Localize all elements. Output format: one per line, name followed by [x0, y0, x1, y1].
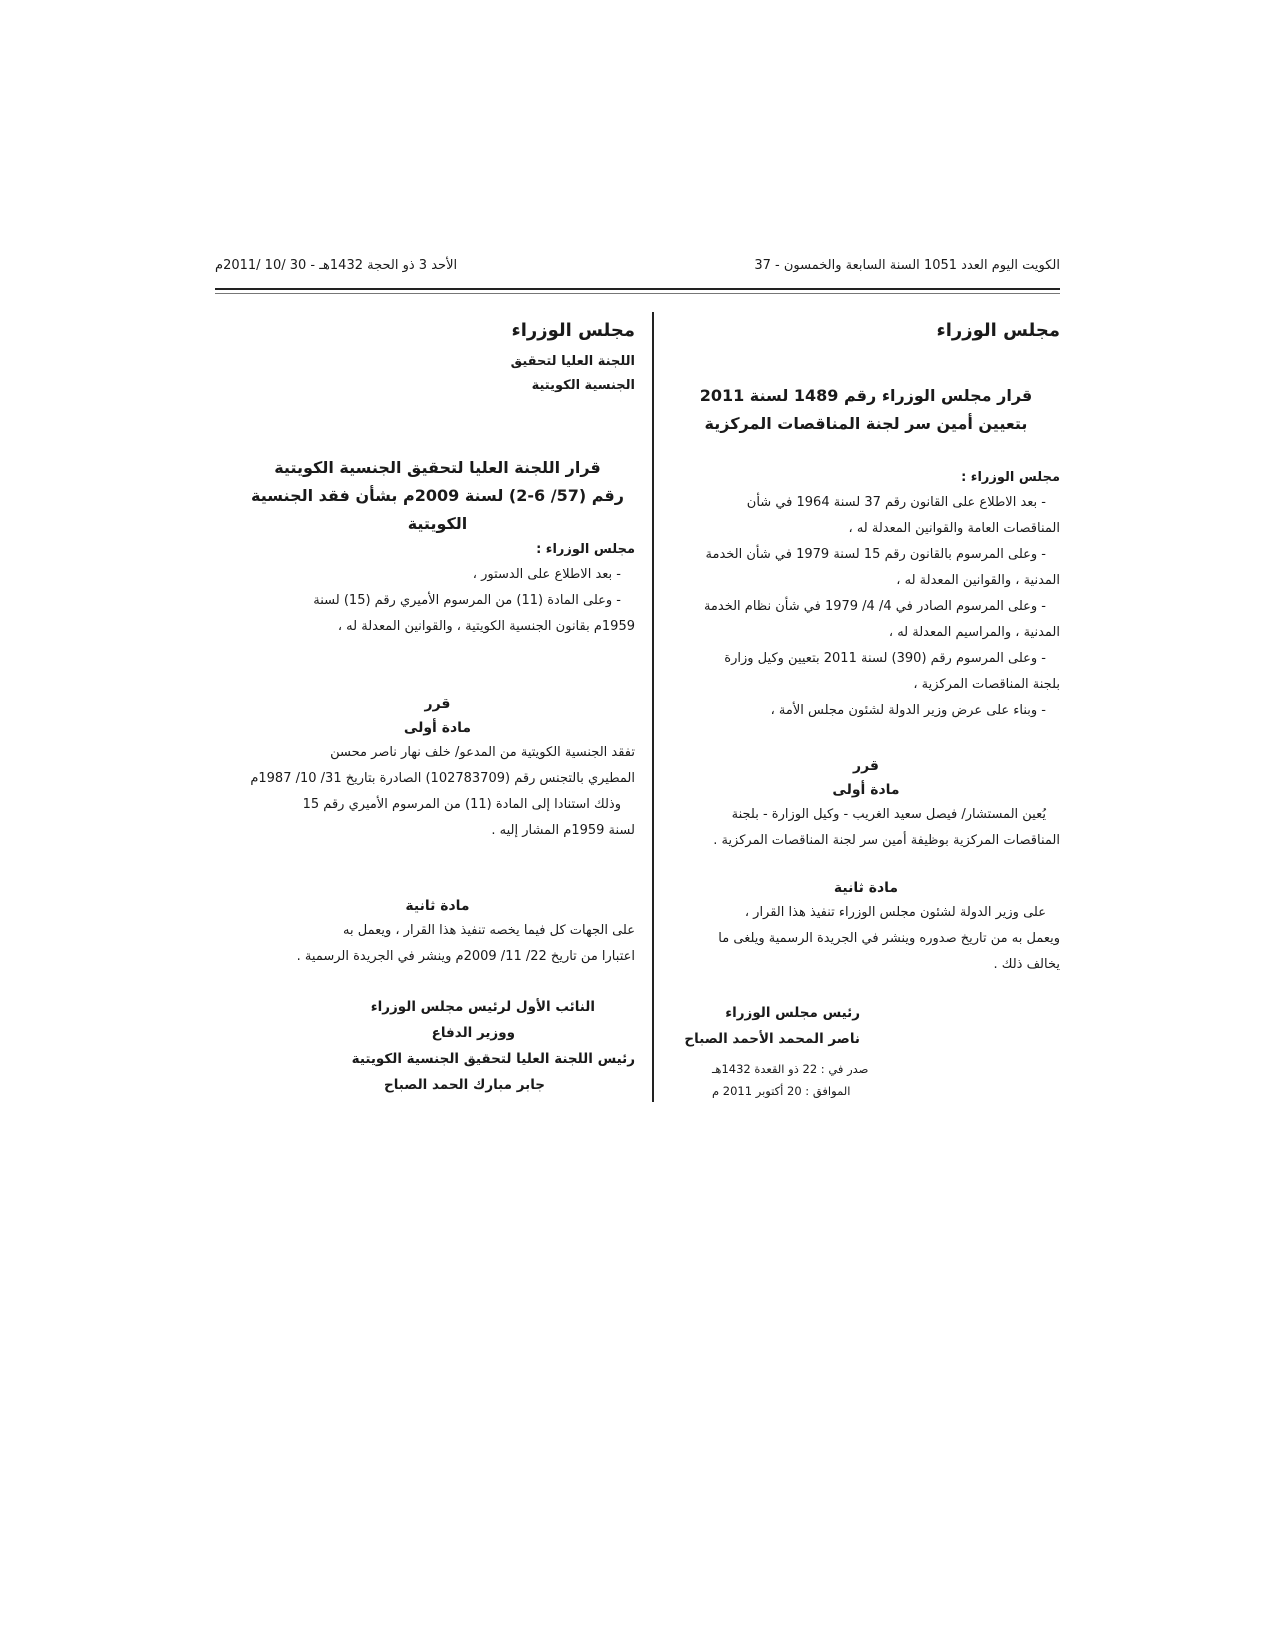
page-header [215, 252, 1060, 282]
committee-name-cont: الجنسية الكويتية [531, 378, 635, 393]
decision-title: قرار اللجنة العليا لتحقيق الجنسية الكويتية [274, 458, 601, 477]
article-two-heading: مادة ثانية [405, 898, 470, 914]
preamble-line: المدنية ، والمراسيم المعدلة له ، [888, 625, 1060, 640]
signature-title: النائب الأول لرئيس مجلس الوزراء [370, 999, 595, 1015]
preamble-line: 1959م بقانون الجنسية الكويتية ، والقوانين المعدلة له ، [337, 619, 635, 634]
committee-name: اللجنة العليا لتحقيق [510, 354, 635, 369]
article-text: يُعين المستشار/ فيصل سعيد الغريب - وكيل الوزارة - بلجنة [731, 807, 1046, 822]
article-text: المناقصات المركزية بوظيفة أمين سر لجنة المناقصات المركزية . [713, 833, 1060, 848]
article-text: يخالف ذلك . [993, 957, 1060, 972]
preamble-line: - وعلى المادة (11) من المرسوم الأميري رقم (15) لسنة [313, 593, 621, 608]
preamble-line: المدنية ، والقوانين المعدلة له ، [896, 573, 1060, 588]
council-label: مجلس الوزراء : [536, 542, 635, 557]
article-one-heading: مادة أولى [832, 782, 900, 798]
council-label: مجلس الوزراء : [961, 470, 1060, 485]
signature-name: جابر مبارك الحمد الصباح [383, 1077, 545, 1093]
left-column [240, 318, 635, 1098]
preamble-line: - وعلى المرسوم الصادر في 4/ 4/ 1979 في شأن نظام الخدمة [703, 599, 1046, 614]
signature-title: رئيس مجلس الوزراء [725, 1005, 860, 1021]
section-title: مجلس الوزراء [511, 320, 635, 341]
article-text: وذلك استنادا إلى المادة (11) من المرسوم الأميري رقم 15 [302, 797, 621, 812]
right-column [672, 318, 1060, 1102]
signature-title: ووزير الدفاع [431, 1025, 515, 1041]
article-one-heading: مادة أولى [403, 720, 472, 736]
decided-heading: قرر [424, 696, 451, 712]
preamble-line: بلجنة المناقصات المركزية ، [913, 677, 1060, 692]
preamble-line: المناقصات العامة والقوانين المعدلة له ، [848, 521, 1060, 536]
decision-subject: بتعيين أمين سر لجنة المناقصات المركزية [704, 414, 1028, 433]
section-title: مجلس الوزراء [936, 320, 1060, 341]
preamble-line: - وعلى المرسوم بالقانون رقم 15 لسنة 1979 في شأن الخدمة [705, 547, 1046, 562]
column-divider [652, 312, 654, 1102]
signature-name: ناصر المحمد الأحمد الصباح [684, 1031, 860, 1047]
article-text: على وزير الدولة لشئون مجلس الوزراء تنفيذ هذا القرار ، [744, 905, 1046, 920]
article-text: لسنة 1959م المشار إليه . [491, 823, 635, 838]
preamble-line: - بعد الاطلاع على القانون رقم 37 لسنة 1964 في شأن [746, 495, 1046, 510]
header-rule-thin [215, 293, 1060, 294]
decision-title: قرار مجلس الوزراء رقم 1489 لسنة 2011 [699, 386, 1033, 405]
preamble-line: - وبناء على عرض وزير الدولة لشئون مجلس الأمة ، [770, 703, 1046, 718]
header-date: الأحد 3 ذو الحجة 1432هـ - 30 /10 /2011م [215, 258, 458, 273]
article-text: المطيري بالتجنس رقم (102783709) الصادرة بتاريخ 31/ 10/ 1987م [250, 771, 635, 786]
header-rule [215, 288, 1060, 290]
gregorian-date-text: الموافق : 20 أكتوبر 2011 م [712, 1084, 851, 1098]
preamble-line: - بعد الاطلاع على الدستور ، [472, 567, 621, 582]
gregorian-date [672, 1080, 1060, 1102]
issue-date [672, 1058, 1060, 1080]
header-issue-info: الكويت اليوم العدد 1051 السنة السابعة والخمسون - 37 [754, 258, 1060, 273]
article-text: اعتبارا من تاريخ 22/ 11/ 2009م وينشر في الجريدة الرسمية . [296, 949, 635, 964]
decision-subject: رقم (57/ 6-2) لسنة 2009م بشأن فقد الجنسية الكويتية [251, 486, 624, 533]
decided-heading: قرر [853, 758, 879, 774]
signature-title: رئيس اللجنة العليا لتحقيق الجنسية الكويتية [351, 1051, 635, 1067]
preamble-line: - وعلى المرسوم رقم (390) لسنة 2011 بتعيين وكيل وزارة [724, 651, 1046, 666]
article-text: على الجهات كل فيما يخصه تنفيذ هذا القرار ، ويعمل به [343, 923, 635, 938]
article-text: ويعمل به من تاريخ صدوره وينشر في الجريدة الرسمية ويلغى ما [718, 931, 1060, 946]
article-text: تفقد الجنسية الكويتية من المدعو/ خلف نهار ناصر محسن [330, 745, 635, 760]
issue-date-text: صدر في : 22 ذو القعدة 1432هـ [712, 1062, 869, 1076]
article-two-heading: مادة ثانية [833, 880, 899, 896]
